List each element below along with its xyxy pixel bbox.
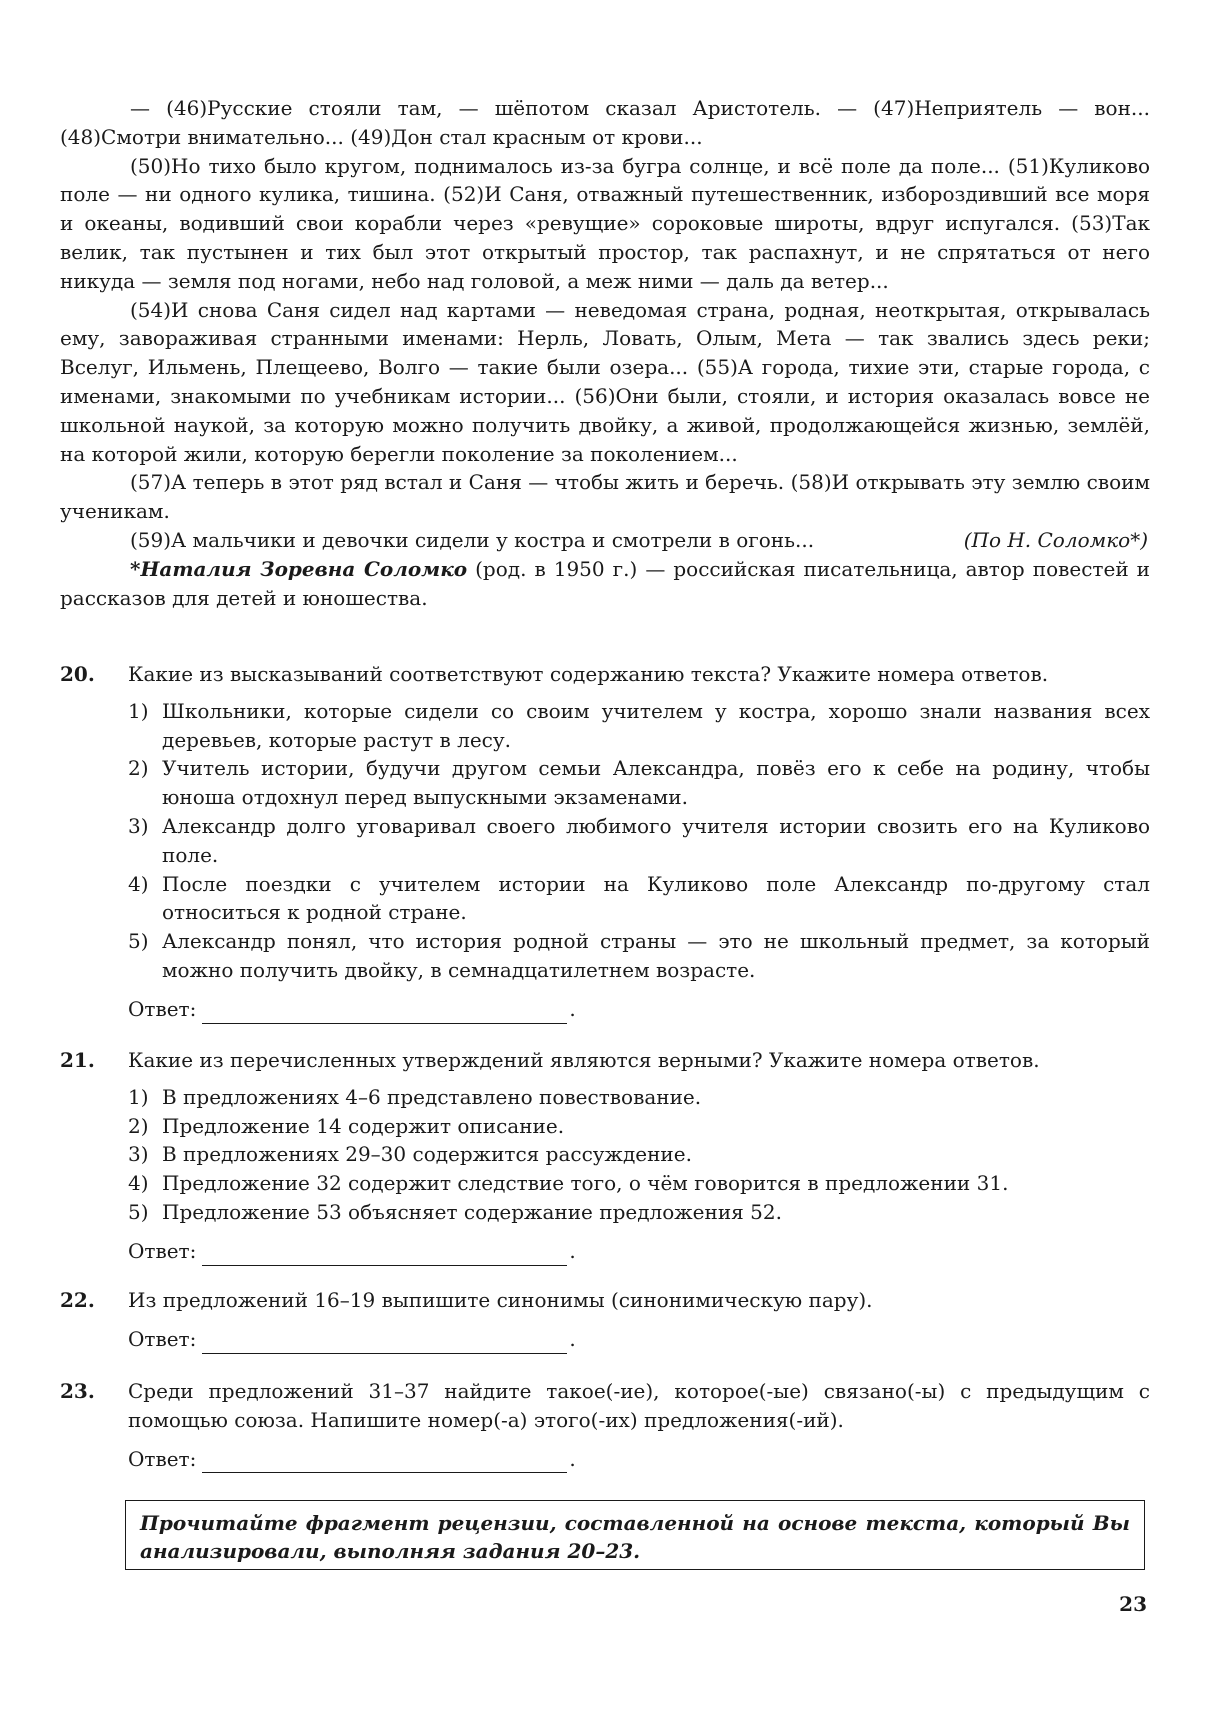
option-text: Предложение 32 содержит следствие того, о чём говорится в предложении 31. (162, 1171, 1009, 1196)
option-number: 4) (128, 871, 149, 896)
option-number: 5) (128, 929, 149, 954)
task-options (128, 1083, 1150, 1227)
task-number: 20. (60, 662, 95, 686)
task-number: 23. (60, 1379, 95, 1403)
option-text: Предложение 53 объясняет содержание предложения 52. (162, 1199, 782, 1224)
passage-paragraph-1: — (46)Русские стояли там, — шёпотом сказал Аристотель. — (47)Неприятель — вон... (48)Смотри внимательно... (49)Дон стал красным от крови... (60, 96, 1150, 149)
task-22 (60, 1286, 1150, 1354)
option-text: Александр понял, что история родной страны — это не школьный предмет, за который можно получить двойку, в семнадцатилетнем возрасте. (162, 929, 1150, 982)
answer-line[interactable] (202, 1331, 567, 1354)
answer-row (128, 1325, 1150, 1354)
option-number: 3) (128, 813, 149, 838)
option-number: 2) (128, 1113, 149, 1138)
option-number: 1) (128, 698, 149, 723)
task-option (128, 1140, 1150, 1169)
task-23 (60, 1377, 1150, 1473)
option-text: Школьники, которые сидели со своим учителем у костра, хорошо знали названия всех деревьев, которые растут в лесу. (162, 698, 1150, 752)
passage-paragraph-3: (54)И снова Саня сидел над картами — неведомая страна, родная, неоткрытая, открывалась ему, завораживая странными именами: Нерль, Ловать, Олым, Мета — так звались здесь реки; Вселуг, Ильмень, Плещеево, Волго — такие были озера... (55)А города, тихие эти, старые города, с именами, знакомыми по учебникам истории... (56)Они были, стояли, и история оказалась вовсе не школьной наукой, за которую можно получить двойку, а живой, продолжающейся жизнью, землёй, на которой жили, которую берегли поколение за поколением... (60, 297, 1150, 466)
passage-last-sentence: (59)А мальчики и девочки сидели у костра и смотрели в огонь... (130, 527, 815, 552)
task-option (128, 870, 1150, 928)
answer-line[interactable] (202, 1450, 567, 1473)
author-name: *Наталия Зоревна Соломко (130, 556, 468, 581)
task-option (128, 812, 1150, 870)
author-bio: (род. в 1950 г.) — российская писательница, автор повестей и рассказов для детей и юношества. (60, 556, 1150, 610)
option-text: Предложение 14 содержит описание. (162, 1113, 565, 1138)
task-20 (60, 660, 1150, 1024)
task-options (128, 697, 1150, 985)
task-number: 22. (60, 1288, 95, 1312)
answer-label: Ответ: (128, 1238, 197, 1263)
task-21 (60, 1046, 1150, 1266)
passage (60, 94, 1150, 612)
passage-paragraph-4: (57)А теперь в этот ряд встал и Саня — чтобы жить и беречь. (58)И открывать эту землю своим ученикам. (60, 470, 1150, 524)
task-question: Из предложений 16–19 выпишите синонимы (синонимическую пару). (128, 1288, 873, 1312)
task-option (128, 1169, 1150, 1198)
option-text: Учитель истории, будучи другом семьи Александра, повёз его к себе на родину, чтобы юноша отдохнул перед выпускными экзаменами. (162, 756, 1150, 810)
option-number: 4) (128, 1171, 149, 1196)
answer-label: Ответ: (128, 1446, 197, 1471)
option-number: 5) (128, 1199, 149, 1224)
answer-line[interactable] (202, 1001, 567, 1024)
source-attribution: (По Н. Соломко*) (963, 527, 1148, 552)
option-number: 1) (128, 1084, 149, 1109)
passage-paragraph-5 (60, 526, 1150, 555)
option-text: В предложениях 4–6 представлено повествование. (162, 1084, 702, 1109)
answer-period: . (569, 1326, 576, 1351)
task-option (128, 1083, 1150, 1112)
option-number: 3) (128, 1142, 149, 1167)
task-question: Какие из высказываний соответствуют содержанию текста? Укажите номера ответов. (128, 662, 1049, 686)
answer-row (128, 1445, 1150, 1474)
task-option (128, 697, 1150, 755)
answer-period: . (569, 996, 576, 1021)
answer-row (128, 1237, 1150, 1266)
task-option (128, 1198, 1150, 1227)
author-footnote (60, 555, 1150, 613)
page-number: 23 (1119, 1592, 1147, 1616)
answer-line[interactable] (202, 1243, 567, 1266)
task-option (128, 754, 1150, 812)
answer-label: Ответ: (128, 996, 197, 1021)
option-text: Александр долго уговаривал своего любимого учителя истории свозить его на Куликово поле. (162, 813, 1150, 867)
task-question: Среди предложений 31–37 найдите такое(-ие), которое(-ые) связано(-ы) с предыдущим с помощью союза. Напишите номер(-а) этого(-их) предложения(-ий). (128, 1379, 1150, 1432)
task-number: 21. (60, 1048, 95, 1072)
answer-period: . (569, 1238, 576, 1263)
task-option (128, 927, 1150, 985)
task-question: Какие из перечисленных утверждений являются верными? Укажите номера ответов. (128, 1048, 1040, 1072)
task-option (128, 1112, 1150, 1141)
instruction-box: Прочитайте фрагмент рецензии, составленной на основе текста, который Вы анализировали, выполняя задания 20–23. (125, 1500, 1145, 1570)
option-text: В предложениях 29–30 содержится рассуждение. (162, 1142, 692, 1167)
option-text: После поездки с учителем истории на Куликово поле Александр по-другому стал относиться к родной стране. (162, 871, 1150, 925)
answer-label: Ответ: (128, 1326, 197, 1351)
answer-row (128, 995, 1150, 1024)
option-number: 2) (128, 756, 149, 781)
passage-paragraph-2: (50)Но тихо было кругом, поднималось из-за бугра солнце, и всё поле да поле... (51)Куликово поле — ни одного кулика, тишина. (52)И Саня, отважный путешественник, избороздивший все моря и океаны, водивший свои корабли через «ревущие» сороковые широты, вдруг испугался. (53)Так велик, так пустынен и тих был этот открытый простор, так распахнут, и не спрятаться от него никуда — земля под ногами, небо над головой, а меж ними — даль да ветер... (60, 153, 1150, 293)
answer-period: . (569, 1446, 576, 1471)
